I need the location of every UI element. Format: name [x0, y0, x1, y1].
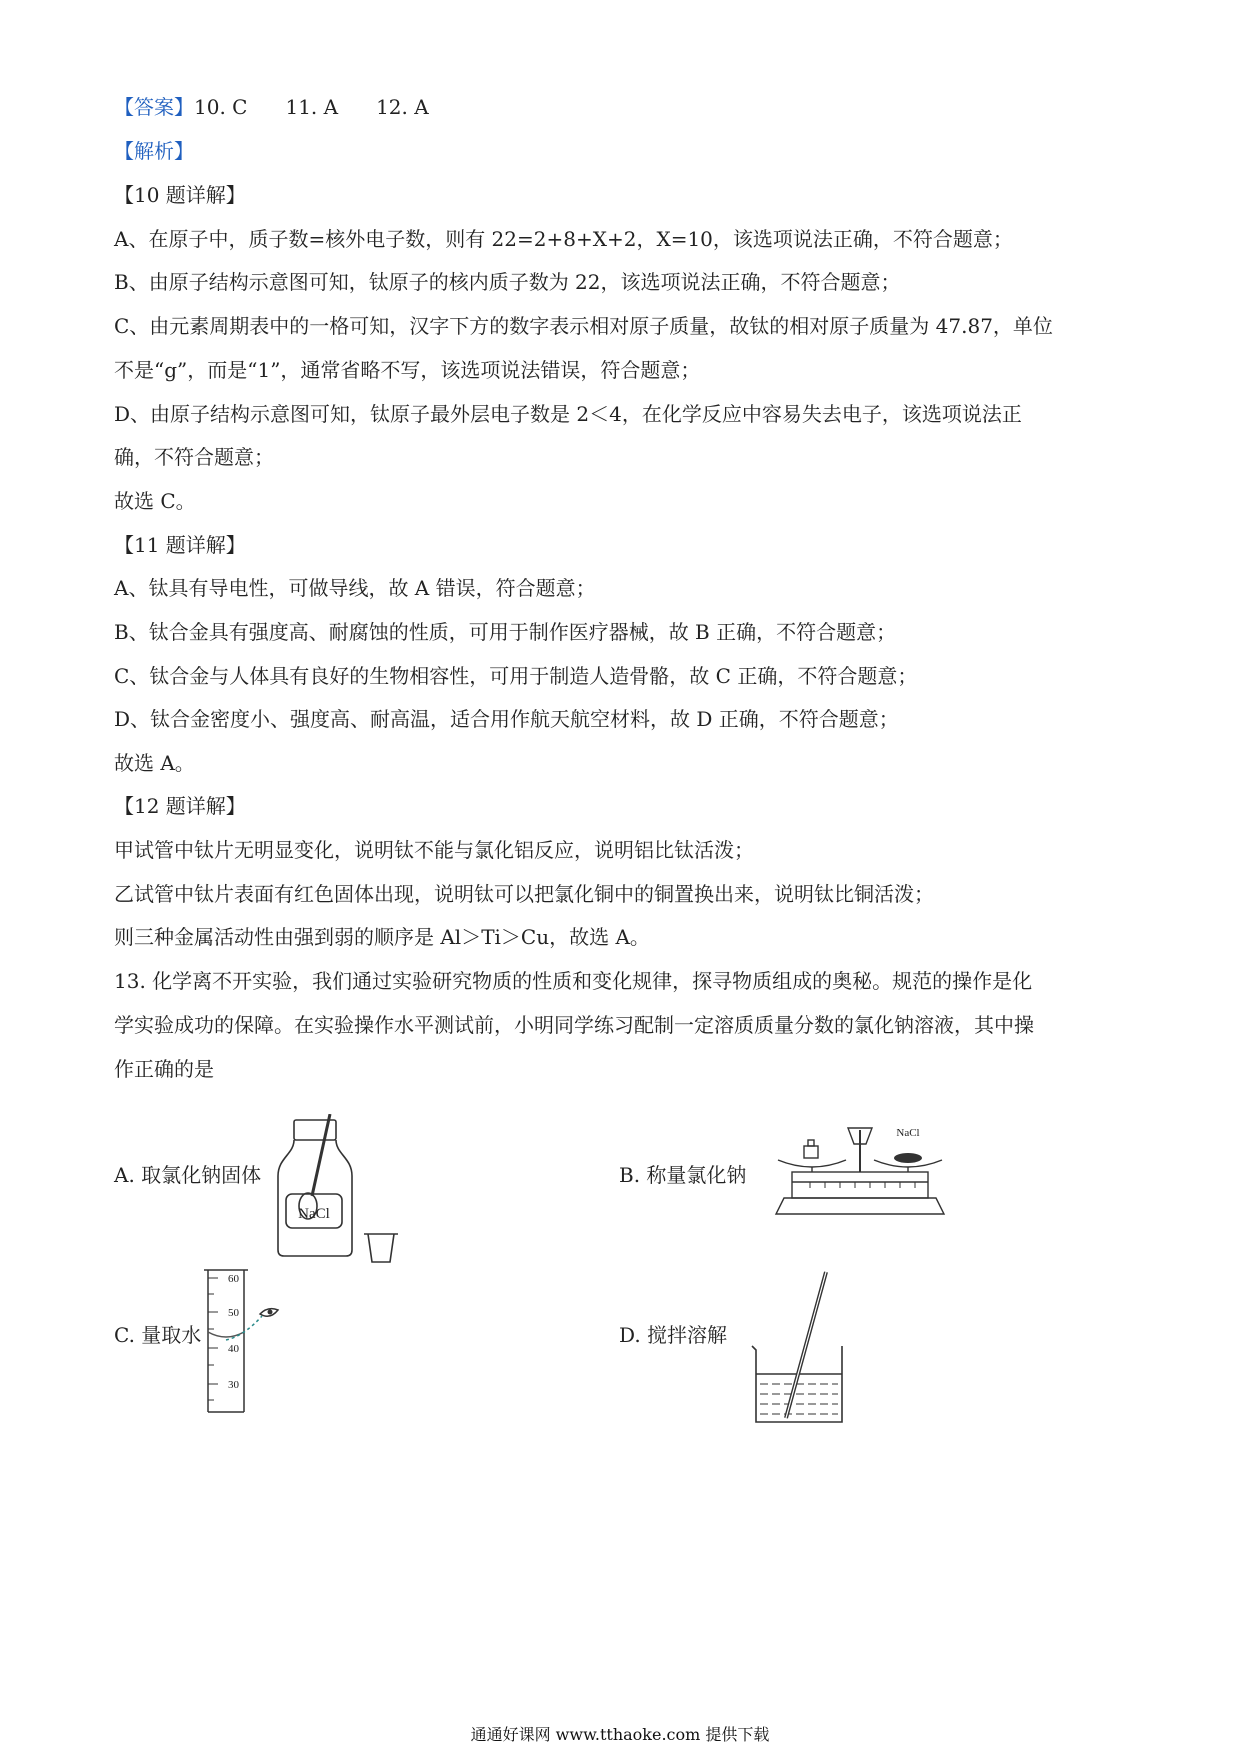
q12-line: 甲试管中钛片无明显变化，说明钛不能与氯化铝反应，说明铝比钛活泼；	[114, 838, 754, 862]
answer-item: 12. A	[376, 95, 429, 119]
q11-heading: 【11 题详解】	[114, 533, 246, 557]
q10-line: B、由原子结构示意图可知，钛原子的核内质子数为 22，该选项说法正确，不符合题意；	[114, 270, 901, 294]
answer-item: 10. C	[194, 95, 248, 119]
q13-line: 作正确的是	[114, 1057, 214, 1081]
q10-heading: 【10 题详解】	[114, 183, 246, 207]
answer-item: 11. A	[285, 95, 339, 119]
option-a-label: A. 取氯化钠固体	[114, 1163, 262, 1187]
balance-figure	[770, 1114, 950, 1224]
analysis-tag: 【解析】	[114, 139, 194, 163]
footer-source: 通通好课网 www.tthaoke.com 提供下载	[470, 1725, 770, 1744]
q10-line: C、由元素周期表中的一格可知，汉字下方的数字表示相对原子质量，故钛的相对原子质量为 47.87，单位	[114, 314, 1053, 338]
beaker-stirring-figure	[746, 1266, 856, 1432]
answer-tag: 【答案】	[114, 95, 194, 119]
q11-line: D、钛合金密度小、强度高、耐高温，适合用作航天航空材料，故 D 正确，不符合题意；	[114, 707, 899, 731]
q13-line: 13. 化学离不开实验，我们通过实验研究物质的性质和变化规律，探寻物质组成的奥秘。规范的操作是化	[114, 969, 1033, 993]
reagent-bottle-figure	[272, 1114, 412, 1274]
answer-line	[114, 93, 429, 121]
q11-line: C、钛合金与人体具有良好的生物相容性，可用于制造人造骨骼，故 C 正确，不符合题意；	[114, 664, 918, 688]
q10-line: A、在原子中，质子数=核外电子数，则有 22=2+8+X+2，X=10，该选项说法正确，不符合题意；	[114, 227, 1013, 251]
measuring-cylinder-figure	[200, 1264, 300, 1418]
cylinder-tick-label: 30	[228, 1379, 239, 1391]
cylinder-tick-label: 50	[228, 1307, 239, 1319]
q11-line: B、钛合金具有强度高、耐腐蚀的性质，可用于制作医疗器械，故 B 正确，不符合题意；	[114, 620, 897, 644]
q13-line: 学实验成功的保障。在实验操作水平测试前，小明同学练习配制一定溶质质量分数的氯化钠溶液，其中操	[114, 1013, 1034, 1037]
balance-label-text: NaCl	[896, 1127, 920, 1139]
option-b-label: B. 称量氯化钠	[619, 1163, 747, 1187]
q10-line: 故选 C。	[114, 489, 196, 513]
q12-heading: 【12 题详解】	[114, 794, 246, 818]
cylinder-tick-label: 60	[228, 1273, 239, 1285]
q11-line: A、钛具有导电性，可做导线，故 A 错误，符合题意；	[114, 576, 596, 600]
q10-line: D、由原子结构示意图可知，钛原子最外层电子数是 2＜4，在化学反应中容易失去电子，该选项说法正	[114, 402, 1022, 426]
option-c-label: C. 量取水	[114, 1323, 202, 1347]
bottle-label-text: NaCl	[298, 1206, 330, 1222]
cylinder-tick-label: 40	[228, 1343, 239, 1355]
q12-line: 乙试管中钛片表面有红色固体出现，说明钛可以把氯化铜中的铜置换出来，说明钛比铜活泼；	[114, 882, 934, 906]
q12-line: 则三种金属活动性由强到弱的顺序是 Al＞Ti＞Cu，故选 A。	[114, 925, 650, 949]
q10-line: 不是“g”，而是“1”，通常省略不写，该选项说法错误，符合题意；	[114, 358, 701, 382]
q11-line: 故选 A。	[114, 751, 195, 775]
q10-line: 确，不符合题意；	[114, 445, 274, 469]
option-d-label: D. 搅拌溶解	[619, 1323, 728, 1347]
